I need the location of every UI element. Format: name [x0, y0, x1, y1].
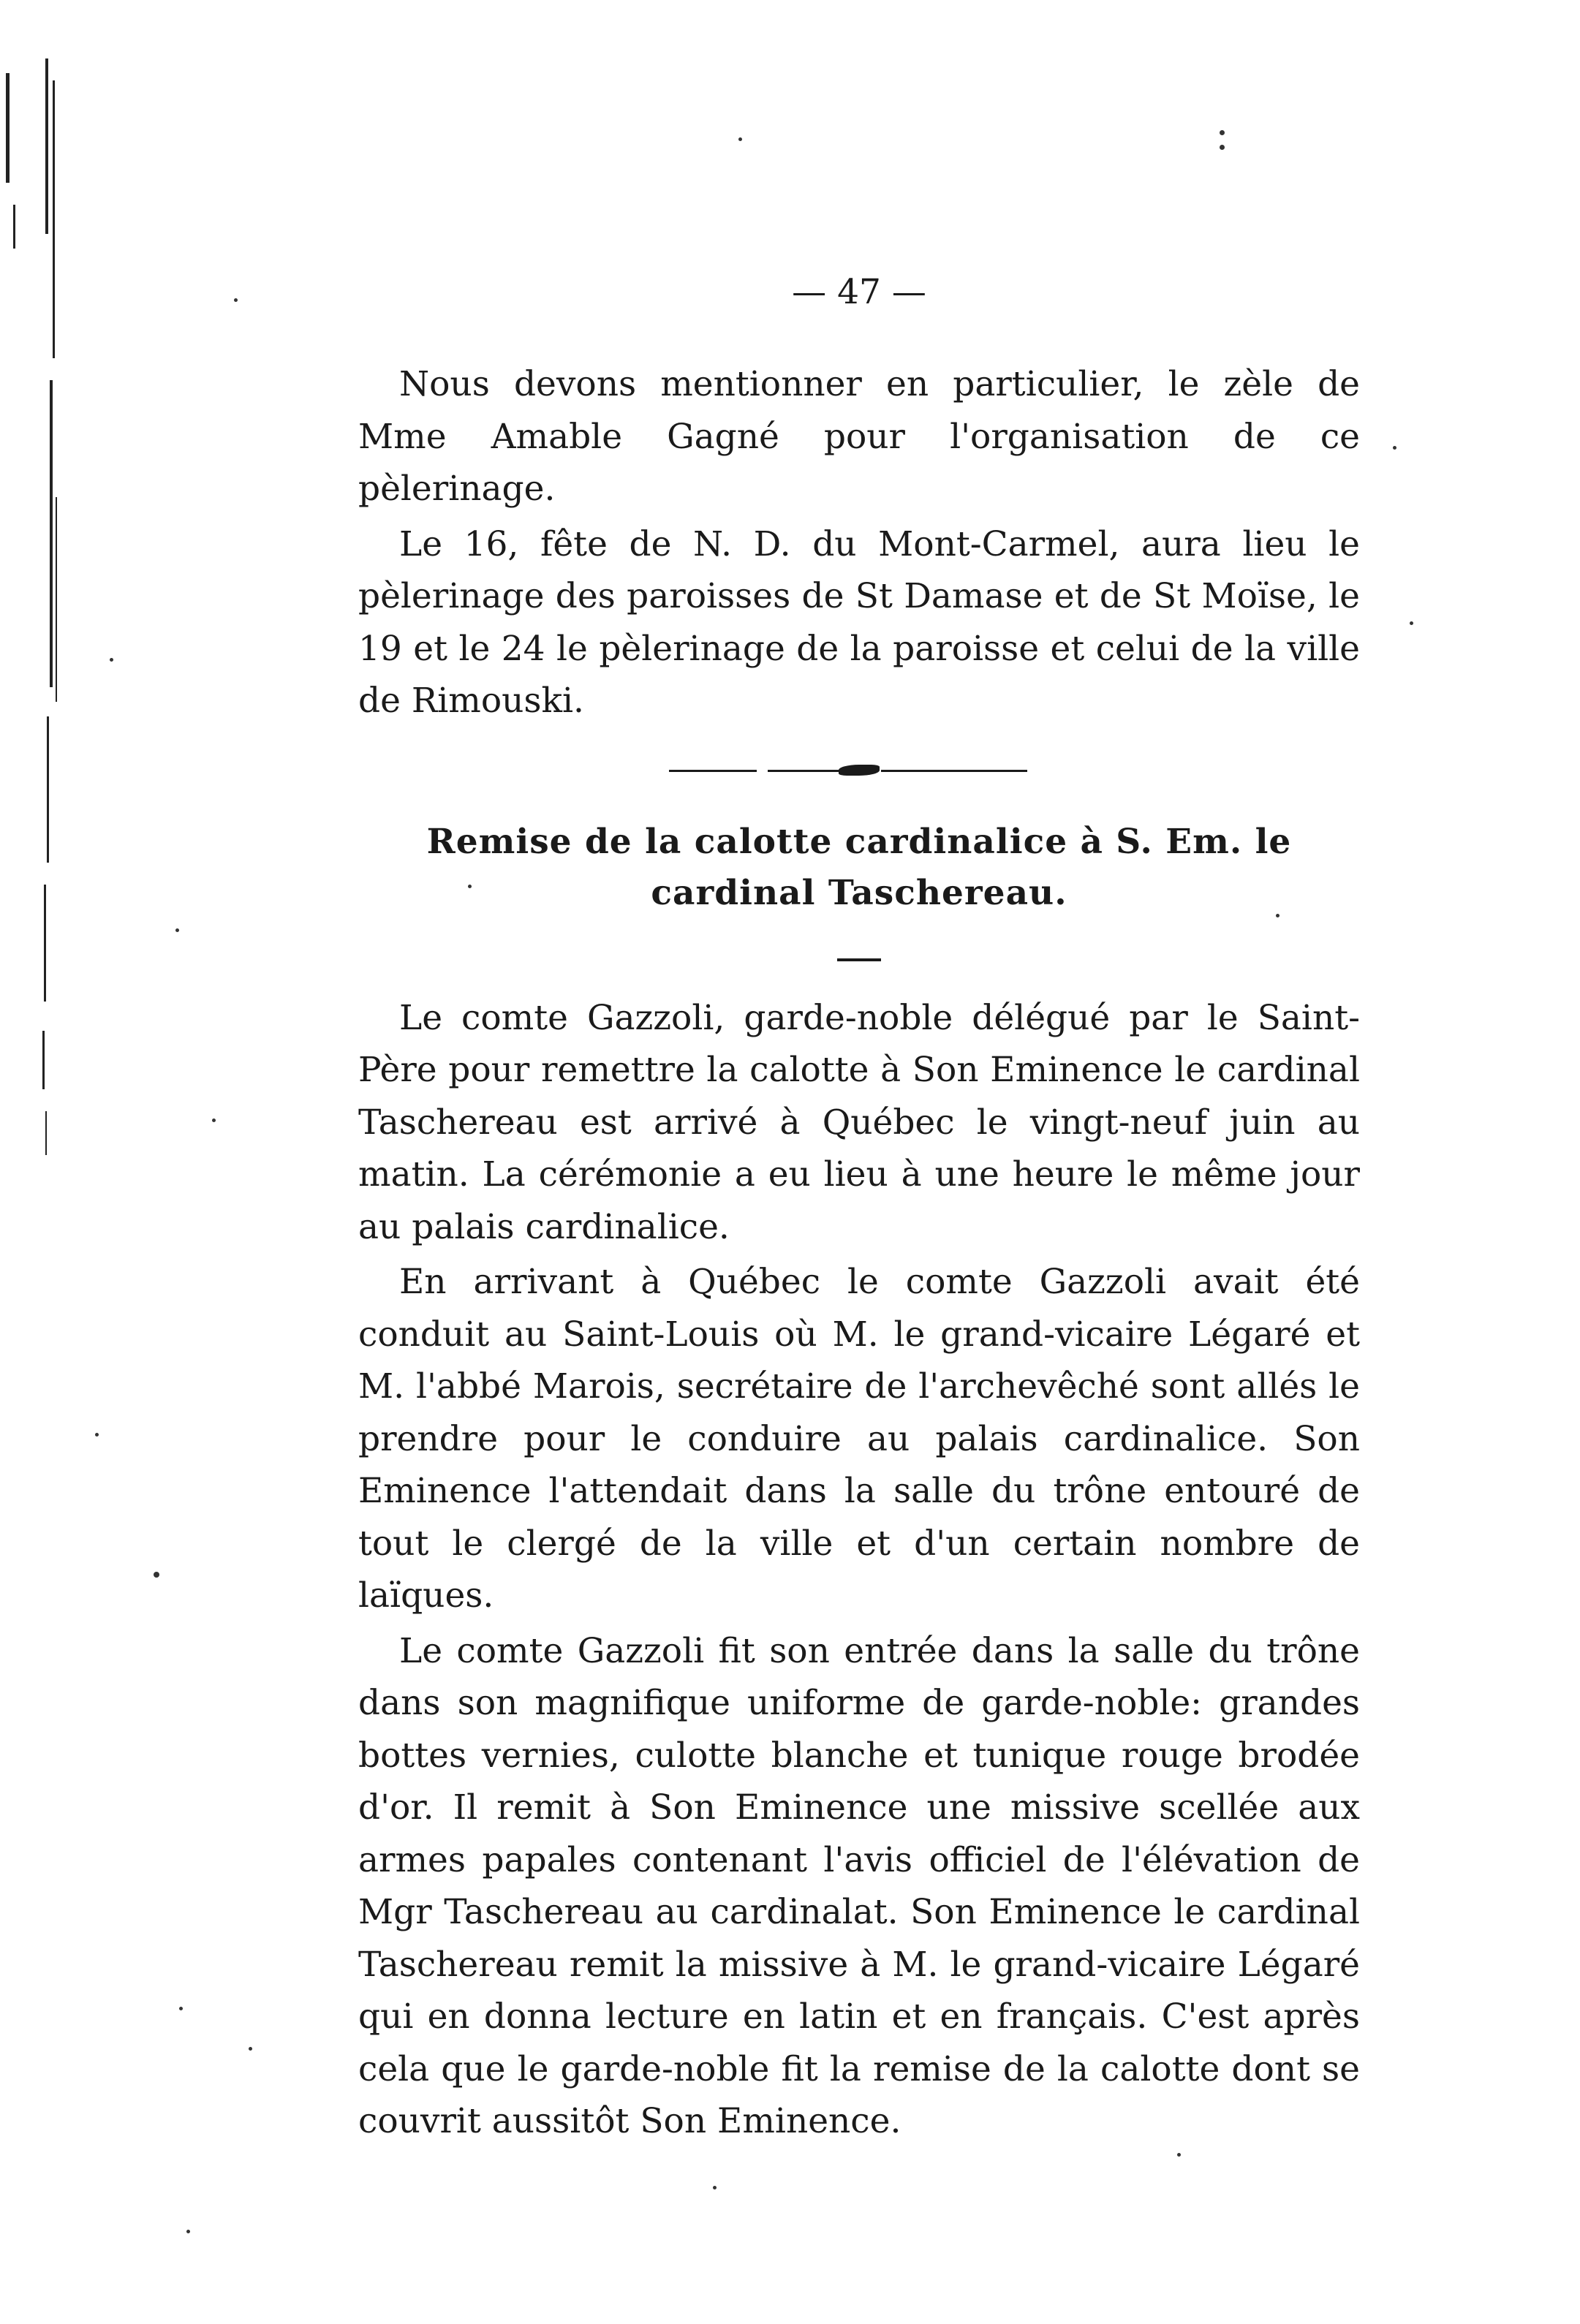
- page-number: — 47 —: [792, 272, 926, 312]
- section-title-line-1: Remise de la calotte cardinalice à S. Em. le: [426, 821, 1292, 862]
- paragraph-reception: En arrivant à Québec le comte Gazzoli avait été conduit au Saint-Louis où M. le grand-vicaire Légaré et M. l'abbé Marois, secrétaire de l'archevêché sont allés le prendre pour le conduire au palais cardinalice. Son Eminence l'attendait dans la salle du trône entouré de tout le clergé de la ville et d'un certain nombre de laïques.: [358, 1262, 1360, 1616]
- section-divider-ornament: [669, 762, 1049, 779]
- page-text: [358, 270, 1360, 2151]
- paragraph-pilgrimage-schedule: Le 16, fête de N. D. du Mont-Carmel, aura lieu le pèlerinage des paroisses de St Damase et de St Moïse, le 19 et le 24 le pèlerinage de la paroisse et celui de la ville de Rimouski.: [358, 523, 1360, 721]
- paragraph-count-arrival: Le comte Gazzoli, garde-noble délégué par le Saint-Père pour remettre la calotte à Son Eminence le cardinal Taschereau est arrivé à Québec le vingt-neuf juin au matin. La cérémonie a eu lieu à une heure le même jour au palais cardinalice.: [358, 997, 1360, 1247]
- paragraph-pilgrimage-organisation: Nous devons mentionner en particulier, le zèle de Mme Amable Gagné pour l'organisation de ce pèlerinage.: [358, 364, 1360, 509]
- section-title: [358, 817, 1360, 919]
- binding-edge-artifact: [0, 58, 88, 1192]
- short-rule: [837, 958, 881, 961]
- section-title-line-2: cardinal Taschereau.: [651, 872, 1067, 913]
- paragraph-ceremony: Le comte Gazzoli fit son entrée dans la salle du trône dans son magnifique uniforme de garde-noble: grandes bottes vernies, culotte blanche et tunique rouge brodée d'or. Il remit à Son Eminence une missive scellée aux armes papales contenant l'avis officiel de l'élévation de Mgr Taschereau au cardinalat. Son Eminence le cardinal Taschereau remit la missive à M. le grand-vicaire Légaré qui en donna lecture en latin et en français. C'est après cela que le garde-noble fit la remise de la calotte dont se couvrit aussitôt Son Eminence.: [358, 1630, 1360, 2141]
